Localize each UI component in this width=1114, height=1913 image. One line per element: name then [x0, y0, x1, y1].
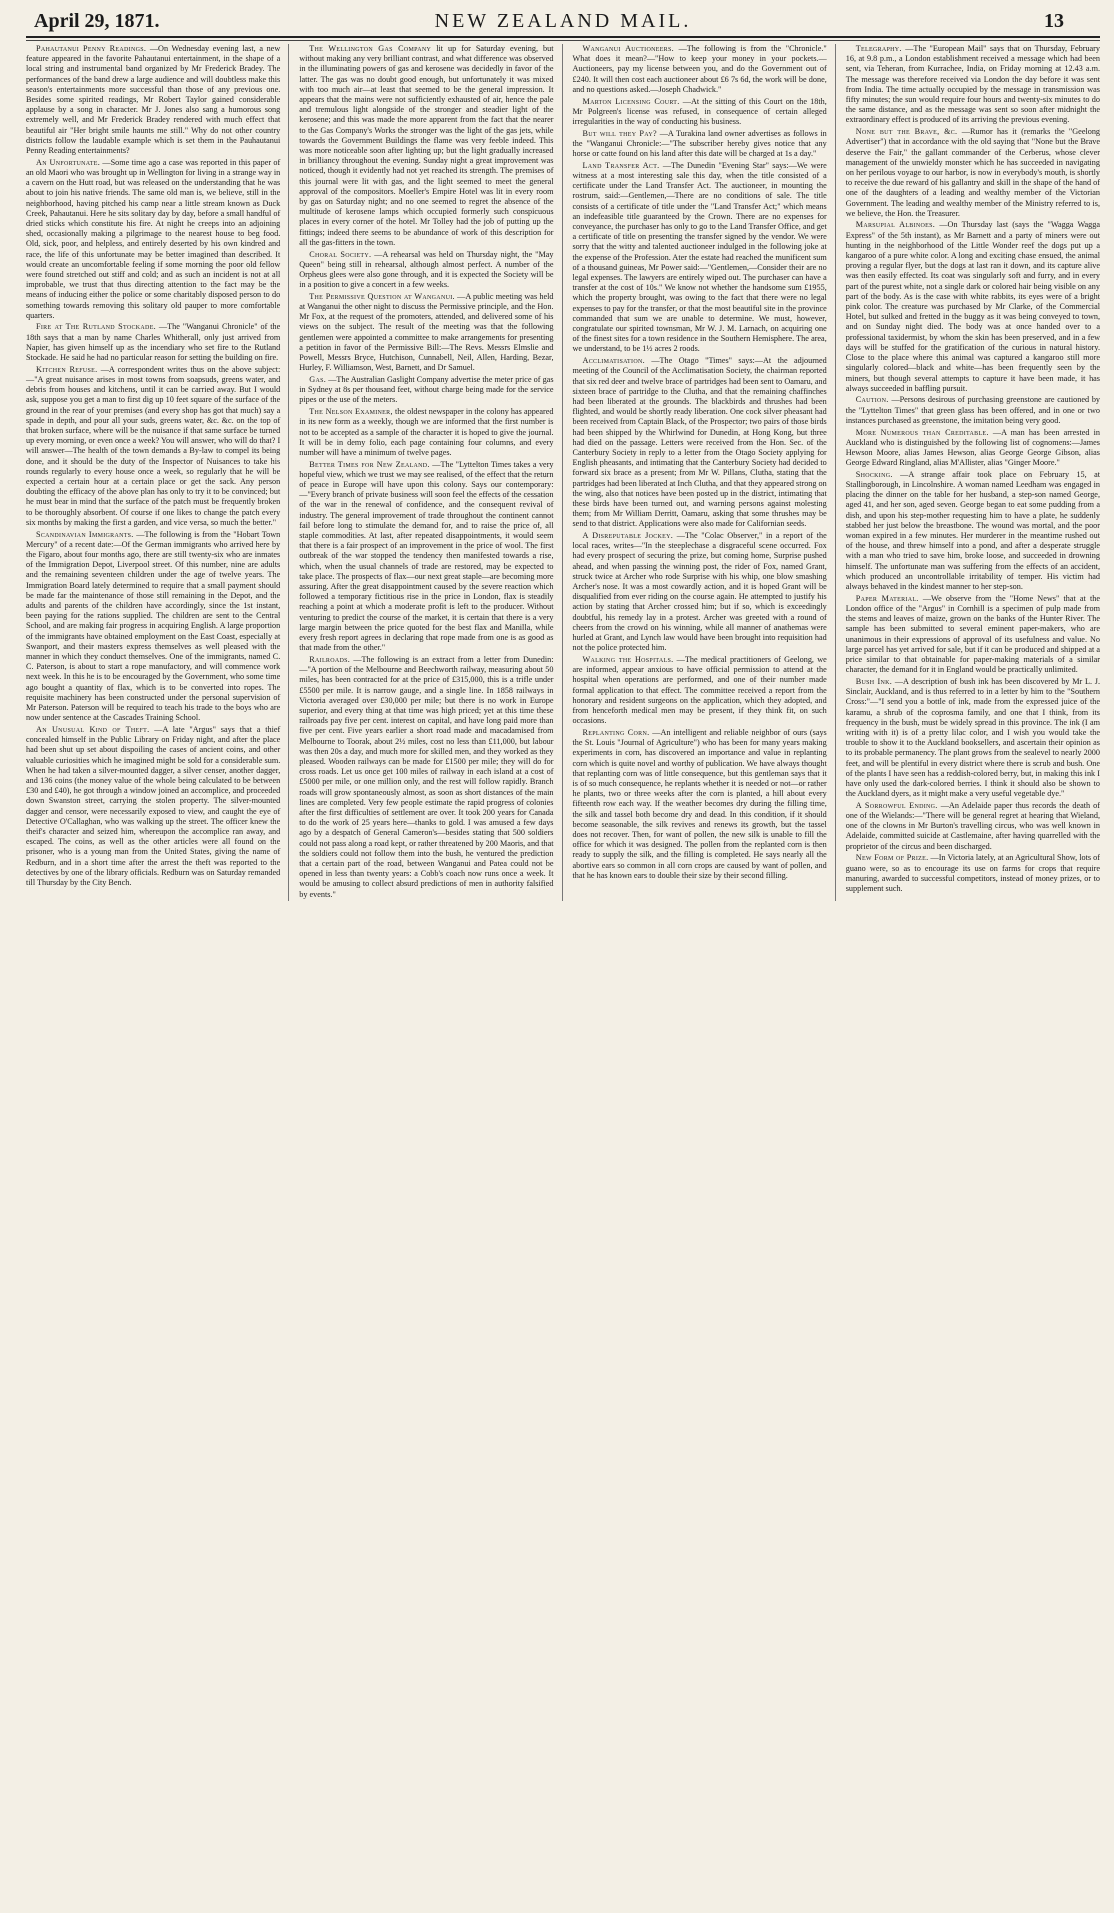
article-heading: Bush Ink. [855, 676, 893, 686]
article-heading: The Wellington Gas Company [309, 44, 432, 53]
article [26, 158, 280, 321]
article-body: —Persons desirous of purchasing greenstone are cautioned by the "Lyttelton Times" that green glass has been offered, and in one or two instances purchased as greenstone, the imitation being very good. [845, 395, 1101, 425]
article-body: —A strange affair took place on February 15, at Stallingborough, in Lincolnshire. A woman named Leedham was engaged in placing the dinner on the table for her husband, a step-son named George, aged 41, and her son, aged seven. George began to eat some pudding from a dish, and upon his step-mother requesting him to have a plate, he suddenly stabbed her just below the breastbone. The wound was mortal, and the poor woman expired in a few minutes. Her murderer in the meantime rushed out of the house, and threw himself into a pond, and after a desperate struggle with a man who tried to save him, broke loose, and succeeded in drowning himself. The unfortunate man was suffering from the effects of an accident, which produced an uncontrollable irritability of temper. His victim had always behaved in the kindest manner to her step-son. [845, 469, 1101, 592]
article-heading: Fire at The Rutland Stockade. [36, 322, 157, 332]
article-body: —A man has been arrested in Auckland who is distinguished by the following list of cognomens:—James Hewson Moore, alias James Hewson, alias George George Gibson, alias George Edward Ringland, alias M'Allister, alias "Ginger Moore." [845, 427, 1100, 468]
article-body: —A rehearsal was held on Thursday night, the "May Queen" being still in rehearsal, although almost perfect. A number of the Orpheus glees were also gone through, and it is expected the Society will be in a position to give a concert in a few weeks. [299, 249, 554, 290]
column-2 [299, 44, 562, 901]
article-body: —The Dunedin "Evening Star" says:—We were witness at a most interesting sale this day, when the title consisted of a certificate under the Land Transfer Act. The auctioneer, in mounting the rostrum, said:—Gentlemen,—There are no conditions of sale. The title consists of a certificate of title under the "Land Transfer Act;" which means an indefeasible title guaranteed by the Crown. There are no expenses for conveyance, the purchaser has only to go to the Land Transfer Office, and get a certificate of title on presenting the transfer signed by the vendor. We were sorry that the witty and talented auctioneer indulged in the following joke at the expense of the Profession. Ater the estate had reached the munificent sum of a thousand guineas, Mr Power said:—"Gentlemen,—Consider their are no legal expenses. The lawyers are entirely wiped out. The purchaser can have a transfer at the cost of 10s." We know not whether the handsome sum £1955, which the property brought, was owing to the fact that there were no legal expenses to pay for the transfer, or that the most beautiful site in the province commanded that sum we are unable to determine. We must, however, congratulate our spirited townsman, Mr W. J. M. Larnach, on acquiring one of the finest sites for a town residence in the Southern Hemisphere. The area, we understand, to be 1½ acres 2 roods. [572, 160, 827, 354]
article [573, 129, 827, 160]
article-heading: Walking the Hospitals. [582, 654, 674, 664]
article [846, 801, 1100, 852]
article-body: —The Australian Gaslight Company advertise the meter price of gas in Sydney at 8s per thousand feet, without charge being made for the service pipes or the use of the meters. [299, 375, 554, 405]
article [299, 407, 553, 458]
article-heading: More Numerous than Creditable. [855, 427, 989, 437]
article-heading: Shocking. [855, 469, 893, 479]
article-body: —The "Wanganui Chronicle" of the 18th says that a man by name Charles Whitherall, only just arrived from Napier, has given himself up as the incendiary who set fire to the Rutland Stockade. He said he had no particular reason for setting the building on fire. [26, 322, 281, 363]
article-body: —In Victoria lately, at an Agricultural Show, lots of guano were, so as to encourage its use on farms for crops that require manuring, awarded to successful competitors, instead of money prizes, or to supplement such. [845, 853, 1100, 893]
article [299, 375, 553, 406]
article [299, 292, 553, 374]
article-heading: Pahautanui Penny Readings. [36, 44, 147, 53]
article [573, 728, 827, 881]
article-heading: The Nelson Examiner, [309, 407, 393, 417]
issue-date: April 29, 1871. [34, 10, 160, 32]
article [573, 44, 827, 95]
article-body: —The following is from the "Hobart Town Mercury" of a recent date:—Of the German immigrants who arrived here by the Figaro, about four months ago, there are still twenty-six who are inmates of the Immigration Depot, Liverpool street. Of this number, nine are adults and the remaining seventeen children under the age of twelve years. The Immigration Board lately determined to require that a small payment should be made far the maintenance of those still remaining in the Depot, and the adults and parents of the children have accordingly, since the 1st instant, been paying for the rations supplied. The children are sent to the Central School, and are making fair progress in acquiring English. A large proportion of the immigrants have obtained employment on the East Coast, especially at Swanport, and their masters express themselves as well pleased with the manner in which they conduct themselves. One of the immigrants, named C. C. Paterson, is about to start a rope manufactory, and will commence work next week. In this he is to be encouraged by the Government, who some time ago bought a quantity of flax, which is to be converted into ropes. The requisite machinery has been constructed under the personal supervision of Mr Paterson. Paterson will be required to teach his trade to the boys who are now under sentence at the Cascades Training School. [26, 529, 281, 723]
article-body: —The Otago "Times" says:—At the adjourned meeting of the Council of the Acclimatisation Society, the chairman reported that six red deer and twelve brace of partridges had been sent to Oamaru, and sixteen brace of partridge to the Clutha, and that the remaining chaffinches had been liberated at the grounds. The blackbirds and thrushes had been flighted, and would be shortly ready liberation. One cock silver pheasant had been received from Captain Black, of the Prospector; two pairs of those birds had been shipped by the Whirlwind for Dunedin, at Hong Kong, but three had died on the passage. Letters were received from the Hon. Sec. of the Canterbury Society in reply to a letter from the Otago Society applying for English pheasants, and intimating that the Canterbury Society had decided to forward six brace as a present; from Mr W. Pillans, Clutha, stating that the partridges had been liberated at Inch Clutha, and that they appeared strong on the wing, also that notices have been posted up in the district, intimating that these birds have been turned out, and warning persons against molesting them; from Mr William Derritt, Oamaru, asking that some thrushes may be send to that district. Applications were also made for Californian seeds. [572, 356, 827, 529]
article-heading: An Unusual Kind of Theft. [36, 724, 150, 734]
article-heading: Scandinavian Immigrants. [36, 529, 134, 539]
article-heading: Land Transfer Act. [582, 160, 660, 170]
article [846, 428, 1100, 469]
article-body: —The following is an extract from a letter from Dunedin:—"A portion of the Melbourne and Beechworth railway, measuring about 50 miles, has been contracted for at the price of £315,000, this is a trifle under £5500 per mile. It is narrow gauge, and a single line. In 1858 railways in Victoria averaged over £30,000 per mile; but there is no work in Europe superior, and every thing at that time was high priced; yet at this time these railroads pay five per cent. interest on capital, and have long paid more than five per cent. Five years earlier a short road made and macadamised from Melbourne to Toorak, about 2½ miles, cost no less than £11,000, but labour was then 20s a day, and much more for skilled men, and they worked as they pleased. Wooden railways can be made for £1500 per mile; they will do for cross roads. Let us once get 100 miles of railway in each island at a cost of £5000 per mile, or one million only, and the rest will follow rapidly. Branch roads will grow spontaneously almost, as soon as short distances of the main lines are completed. Very few people estimate the rapid progress of colonies after the first difficulties of settlement are over. It took 200 years for Canada to do the work of 25 years here—thanks to gold. I was amused a few days ago by a despatch of General Cameron's—besides stating that 500 soldiers could not pass along a road kept, or rather threatened by 200 Maoris, and that the soldiers could not follow them into the bush, he ventured the prediction that a certain part of the road, between Wanganui and Patea could not be opened in less than twenty years: a Cobb's coach now runs once a week. It would be amusing to collect absurd predictions of men in authority falsified by events." [299, 654, 554, 899]
article-body: —At the sitting of this Court on the 18th, Mr Polgreen's license was refused, in consequence of certain alleged irregularities in the way of conducting his business. [572, 96, 827, 126]
article-heading: Marton Licensing Court. [582, 96, 680, 106]
article-heading: Choral Society. [309, 249, 372, 259]
article [299, 655, 553, 900]
page-number: 13 [1044, 10, 1064, 32]
article [846, 127, 1100, 219]
article-heading: Better Times for New Zealand. [309, 459, 430, 469]
article-body: —A correspondent writes thus on the above subject:—"A great nuisance arises in most towns from soapsuds, greens water, and debris from houses and kitchens, until it can be carried away. But I would ask, suppose you get a man to first dig up 10 feet square of the surface of the ground in the rear of your premises (and every shop has got that much) say a spade in depth, and pour all your suds, greens water, &c. &c. on the top of that broken surface, where will be the nuisance if that same surface be turned up every morning, or even once a week? You will answer, who will do that? I will answer—The health of the town demands a By-law to compel its being done, and it should be the duty of the Inspector of Nuisances to take his rounds regularly to every house once a week, so regularly that he will be expected a certain hour at a certain place or get the sack. Any person doubting the efficacy of the above plan has only to try it to be convinced; but he must bear in mind that the surface of the patch must be frequently broken to be thoroughly absorbent. Of course if one likes to change the patch every six months by making the first a garden, and vice versa, so much the better." [26, 364, 281, 527]
article [573, 161, 827, 355]
article [846, 395, 1100, 426]
column-3 [573, 44, 836, 901]
article-body: —Rumor has it (remarks the "Geelong Advertiser") that in accordance with the old saying that "None but the Brave deserve the Fair," the gallant commander of the Cerberus, whose clever management of the unwieldy monster which he has succeeded in navigating on her perilous voyage to our harbor, is now in everybody's mouth, is shortly to receive the due reward of his gallantry and skill in the shape of the hand of one of the daughters of a leading and wealthy member of the Victorian Government. The leading and wealthy member of the Ministry referred to is, we believe, the Hon. the Treasurer. [845, 127, 1101, 218]
article-heading: Gas. [309, 375, 327, 384]
article [846, 44, 1100, 126]
article-heading: Telegraphy. [855, 44, 902, 53]
article [299, 460, 553, 654]
article-heading: An Unfortunate. [36, 157, 101, 167]
article [846, 594, 1100, 676]
article-heading: Caution. [855, 395, 889, 405]
article [846, 853, 1100, 894]
article-heading: A Sorrowful Ending. [855, 800, 938, 810]
article-body: —An intelligent and reliable neighbor of ours (says the St. Louis "Journal of Agriculture") who has been for many years making experiments in corn, has discovered an importance and value in replanting corn which is quite novel and worthy of publication. We have always thought that replanting corn was of little consequence, but this gentleman says that it is of so much consequence, he replants whether it is needed or not—or rather he plants, two or three weeks after the corn is planted, a hill about every fifteenth row each way. If the weather becomes dry during the filling time, the silk and tassel both become dry and dead. In this condition, if it should become seasonable, the silk revives and renews its growth, but the tassel does not recover. Then, for want of pollen, the new silk is unable to fill the office for which it was designed. The pollen from the replanted corn is then ready to supply the silk, and the filling is completed. He says nearly all the abortive ears so common in all corn crops are caused by want of pollen, and that he has known ears to double their size by their second filling. [572, 727, 827, 880]
article-body: —We observe from the "Home News" that at the London office of the "Argus" in Cornhill is a specimen of pulp made from the stems and leaves of maize, grown on the banks of the Hunter River. The sample has been submitted to several eminent paper-makers, who are unanimous in their expressions of approval of its usefulness and value. No large parcel has yet arrived for sale, but if it can be produced and shipped at a price similar to that obtainable for paper-making materials of a similar character, the demand for it in England would be practically unlimited. [845, 593, 1100, 675]
article-body: —The "European Mail" says that on Thursday, February 16, at 9.8 p.m., a London establishment received a message which had been sent, via Teheran, from Kurrachee, India, on Friday morning at 12.43 a.m. The message was therefore received via London the day before it was sent from India. The time actually occupied by the message in transmission was fifty minutes; the sun would require four hours and twenty-six minutes to do the same distance, and as the message was sent so soon after midnight the extraordinary effect is produced of its arriving the previous evening. [845, 44, 1100, 125]
article-heading: A Disreputable Jockey. [582, 531, 674, 541]
masthead [26, 6, 1100, 38]
article-body: —A late "Argus" says that a thief concealed himself in the Public Library on Friday night, and after the place had been shut up set about dispoiling the cases of ancient coins, and other valuable curiosities which he imagined might be sold for a considerable sum. When he had taken a silver-mounted dagger, a silver censer, another dagger, and 136 coins (the money value of the whole being calculated to be between £30 and £40), he got through a window joined an accomplice, and proceeded down Swanston street, carrying the stolen property. The silver-mounted dagger and censor, were necessarily exposed to view, and caught the eye of Detective O'Callaghan, who was walking up the street. The officer knew the theif's character and seized him, whereupon the accomplice ran away, and escaped. The coins, as well as the other articles were all found on the prisoner, who is a young man from the United States, giving the name of Redburn, and in a short time after the arrest the theft was reported to the detectives by one of the library officials. Redburn was on Saturday remanded till Thursday by the City Bench. [26, 724, 281, 887]
article-body: —The "Colac Observer," in a report of the local races, writes—"In the steeplechase a disgraceful scene occurred. Fox had every prospect of securing the prize, but coming home, Surprise pushed ahead, and when passing the winning post, the rider of Fox, named Grant, struck twice at Archer who rode Surprise with his whip, one blow smashing Archer's nose. It was a most cowardly action, and it is hoped Grant will be disqualified from ever riding on the course again. He attempted to justify his action by stating that Archer crossed him; but if so, which is exceedingly doubtful, his remedy lay in a protest. Archer was greeted with a round of cheers from the crowd on his winning, while all manner of anathemas were hurled at Grant, and Lynch law would have been brought into requisition had not the police protected him. [572, 531, 827, 653]
article-heading: Replanting Corn. [582, 727, 650, 737]
column-1 [26, 44, 289, 901]
article [26, 365, 280, 528]
article [26, 725, 280, 888]
article-body: —A public meeting was held at Wanganui the other night to discuss the Permissive principle, and the Hon. Mr Fox, at the request of the promoters, attended, and delivered some of his views on the subject. The result of the meeting was that the following gentlemen were appointed a committee to make arrangements for presenting a petition in favor of the Permissive Bill:—The Revs. Messrs Elmslie and Powell, Messrs Bryce, Hutchison, Cunnabell, Neil, Allen, Harding, Bezar, Hurley, F. Williamson, West, Barnett, and Dr Samuel. [299, 291, 554, 373]
article-heading: Wanganui Auctioneers. [582, 44, 674, 53]
article-heading: New Form of Prize. [855, 853, 929, 863]
article [846, 677, 1100, 799]
article-body: —Some time ago a case was reported in this paper of an old Maori who was brought up in Wellington for living in a strange way in a cavern on the Hutt road, but was released on the understanding that he was about to join his native friends. The same old man is, we believe, still in the neighborhood, having pitched his camp near a little stream known as Duck Creek, Pahautanui. Here he sits solitary day by day, before a small handful of dried sticks which constitute his fire. At night he creeps into an adjoining shed, occasionally making a pilgrimage to the nearest house to beg food. Old, sick, poor, and helpless, and entirely deserted by his own kindred and race, the life of this unfortunate may be better imagined than described. It would create an uncomfortable feeling if some morning the poor old fellow were found stretched out stiff and cold; and as such an incident is not at all improbable, we trust that thus directing attention to the fact may be the means of inducing either the police or some charitably disposed person to do something towards removing this solitary old pauper to more comfortable quarters. [26, 157, 281, 320]
article [26, 322, 280, 363]
article [846, 470, 1100, 592]
article [299, 250, 553, 291]
columns [26, 44, 1100, 901]
article-body: —On Wednesday evening last, a new feature appeared in the favorite Pahautanui entertainment, in the shape of a local string and instrumental band organized by Mr Frederick Bradey. The performances of the band drew a large audience and will doubtless make this season's entertainments more successful than those of any previous one. Besides some spirited readings, Mr Robert Taylor gained considerable applause by a song in character. Mr J. Jones also sang a humorous song extremely well, and Mr Frederick Bradey rendered with much effect that beautiful air "Her bright smile haunts me still." Why do not other country districts follow the laudable example which is set them in the Pauhautanui Penny Reading entertainments? [26, 44, 281, 156]
article-heading: The Permissive Question at Wanganui. [309, 291, 455, 301]
article-body: —The medical practitioners of Geelong, we are informed, appear anxious to have official permission to attend at the hospital when operations are performed, and one of their number made formal application to that effect. The committee received a report from the honorary and resident surgeons on the application, which they adopted, and from henceforth medical men may be present, if they think fit, on such occasions. [572, 654, 827, 726]
article [846, 220, 1100, 393]
newspaper-title: NEW ZEALAND MAIL. [434, 10, 692, 32]
article-body: the oldest newspaper in the colony has appeared in its new form as a weekly, though we are informed that the first number is not to be accepted as a sample of the character it is hoped to give the journal. It will be in demy folio, each page containing four columns, and every number will have a minimum of twelve pages. [299, 407, 554, 457]
article-body: —A Turakina land owner advertises as follows in the "Wanganui Chronicle:—"The subscriber hereby gives notice that any horse or catte found on his land after this date will be charged at 1s a day." [572, 128, 827, 159]
column-4 [846, 44, 1100, 901]
article [26, 530, 280, 724]
article [299, 44, 553, 248]
article-body: —On Thursday last (says the "Wagga Wagga Express" of the 5th instant), as Mr Barnett and a party of miners were out hunting in the neighborhood of the Little Wonder reef the dogs put up a kangaroo of a pure white color. A long and exciting chase ensued, the animal proving a regular flyer, but the dogs at last ran it down, and its capture alive was then easily effected. Its coat was singularly soft and furry, and in every part of the purest white, not a single dark or colored hair being visible on any part of the body. As is the case with white rabbits, its eyes were of a bright pink color. The creature was purchased by Mr Clarke, of the Commercial Hotel, but sulked and fretted in the buggy as it was being conveyed to town, and on Sunday night died. The body was at once handed over to a professional taxidermist, by whom the skin has been preserved, and in a few days will be stuffed for the gratification of the curious in natural history. Close to the place where this animal was captured a kangaroo still more singularly colored—black and white—has been frequently seen by the miners, but though several attempts to capture it have been made, it has always succeeded in baffling pursuit. [845, 220, 1101, 393]
masthead-rule [26, 38, 1100, 41]
article-heading: But will they Pay? [582, 128, 657, 138]
article [573, 531, 827, 653]
article-heading: Railroads. [309, 654, 351, 664]
article-body: —An Adelaide paper thus records the death of one of the Wielands:—"There will be general regret at hearing that Wieland, one of the clowns in Mr Burton's travelling circus, who was well known in Adelaide, committed suicide at Castlemaine, after having quarrelled with the proprietor of the circus and been discharged. [845, 800, 1100, 851]
article-body: —The "Lyttelton Times takes a very hopeful view, which we trust we may see realised, of the effect that the return of peace in Europe will have upon this colony. Says our contemporary:—"Every branch of private business will soon feel the effects of the cessation of the war in the renewal of confidence, and the consequent revival of industry. The general improvement of trade throughout the continent cannot fail before long to stimulate the demand for, and to raise the price of, all staple commodities. At last, after repeated disappointments, it would seem that there is a fair prospect of an improvement in the price of wool. The first outbreak of the war stopped the tendency then manifested towards a rise, which, when the usual channels of trade are restored, may be expected to take place. The prospects of flax—our next great staple—are becoming more assuring. After the great disappointment caused by the severe reaction which followed a temporary fictitious rise in the price in London, flax is steadily reaching a point at which a moderate profit is left to the producer. Without venturing to predict the course of the market, it is certain that there is a very large margin between the price quoted for the best flax and Manilla, while every fresh report agrees in declaring that rope made from one is as good as that made from the other." [299, 459, 554, 653]
article-body: lit up for Saturday evening, but without making any very brilliant contrast, and what difference was observed in the illuminating powers of gas and kerosene was decidedly in favor of the latter. The gas was no doubt good enough, but unfortunately it was mixed with too much air—at least that seemed to be the general impression. It appears that the mains were not sufficiently exhausted of air, hence the pale and tremulous light alongside of the stronger and steadier light of the kerosene; and this was made the more apparent from the fact that the nearer to the Gas Company's Works the stronger was the light of the gas jets, while towards the Government Buildings the flame was very feeble indeed. This was more noticeable soon after lighting up; but the light gradually increased in brilliancy throughout the evening. Sunday night a great improvement was noticed, though it evidently had not yet reached its strength. The premises of this journal were lit with gas, and the light seemed to meet the general approval of the compositors. Moeller's Empire Hotel was lit in every room by gas on Saturday night; and no one seemed to regret the absence of the multitude of kerosene lamps which occupied formerly such conspicuous places in every corner of the hotel. Mr Tolley had the job of putting up the fittings; indeed there seems to be abundance of work of this description for all the gas-fitters in the town. [299, 44, 554, 247]
article-heading: None but the Brave, &c. [855, 127, 958, 137]
article-heading: Paper Material. [855, 593, 919, 603]
article-heading: Acclimatisation. [582, 356, 645, 366]
article-heading: Kitchen Refuse. [36, 364, 98, 374]
article [573, 356, 827, 529]
article [573, 97, 827, 128]
article [26, 44, 280, 156]
article-body: —The following is from the "Chronicle." What does it mean?—"How to keep your money in your pockets.—Auctioneers, pay my license between you, and do the Government out of £240. It will then cost each auctioneer about £6 7s 6d, the work will be done, and no questions asked.—Joseph Chadwick." [572, 44, 827, 94]
article [573, 655, 827, 726]
article-body: —A description of bush ink has been discovered by Mr L. J. Sinclair, Auckland, and is thus referred to in a letter by him to the "Southern Cross:"—"I send you a bottle of ink, made from the expressed juice of the karamu, a shrub of the coprosma family, and one that I think, from its frequency in the bush, must be widely spread in this province. The ink (I am writing with it) is of a pretty lilac color, and I wish you would take the trouble to show it to the Auckland booksellers, and ascertain their opinion as to its probable permanency. The plant grows from the sealevel to nearly 2000 feet, and will be plentiful in every district where there is scrub and bush. One of the plants I have seen has a reddish-colored berry, but, in making this ink I have only used the dark-colored berries. I think it should also be shown to the Auckland dyers, as it might make a very useful vegetable dye." [845, 676, 1100, 799]
article-heading: Marsupial Albinoes. [855, 220, 936, 230]
